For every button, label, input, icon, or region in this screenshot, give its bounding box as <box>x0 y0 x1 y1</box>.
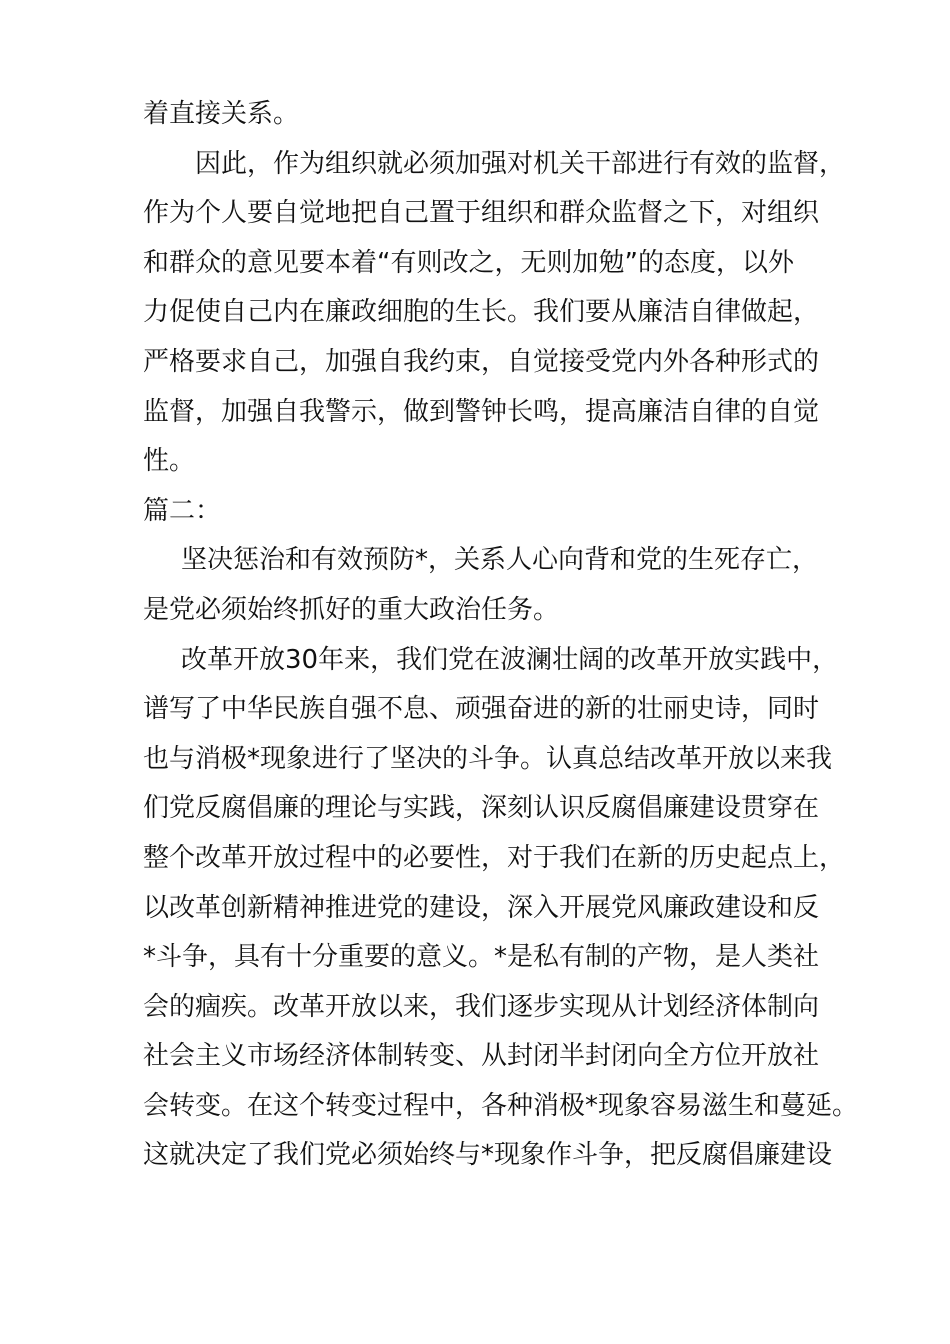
text-line: 也与消极*现象进行了坚决的斗争。认真总结改革开放以来我 <box>143 743 833 774</box>
text-line: 以改革创新精神推进党的建设，深入开展党风廉政建设和反 <box>143 892 820 923</box>
text-line: 是党必须始终抓好的重大政治任务。 <box>143 594 560 625</box>
text-line: *斗争，具有十分重要的意义。*是私有制的产物，是人类社 <box>143 942 820 973</box>
text-line: 谱写了中华民族自强不息、顽强奋进的新的壮丽史诗，同时 <box>143 694 820 725</box>
text-line: 改革开放30年来，我们党在波澜壮阔的改革开放实践中， <box>181 644 839 675</box>
text-line: 力促使自己内在廉政细胞的生长。我们要从廉洁自律做起， <box>143 297 820 328</box>
text-line: 监督，加强自我警示，做到警钟长鸣，提高廉洁自律的自觉 <box>143 396 820 427</box>
text-line: 会转变。在这个转变过程中，各种消极*现象容易滋生和蔓延。 <box>143 1090 859 1121</box>
text-line: 坚决惩治和有效预防*，关系人心向背和党的生死存亡， <box>181 545 819 576</box>
text-line: 和群众的意见要本着“有则改之，无则加勉”的态度，以外 <box>143 247 794 278</box>
body-text <box>143 90 859 1181</box>
text-line: 性。 <box>143 446 196 477</box>
text-line: 这就决定了我们党必须始终与*现象作斗争，把反腐倡廉建设 <box>143 1140 833 1171</box>
text-line: 严格要求自己，加强自我约束，自觉接受党内外各种形式的 <box>143 346 820 377</box>
text-line: 因此，作为组织就必须加强对机关干部进行有效的监督， <box>195 148 846 179</box>
section-heading: 篇二： <box>143 495 222 526</box>
text-line: 整个改革开放过程中的必要性，对于我们在新的历史起点上， <box>143 842 846 873</box>
text-line: 着直接关系。 <box>143 99 300 129</box>
text-line: 社会主义市场经济体制转变、从封闭半封闭向全方位开放社 <box>143 1041 820 1072</box>
text-line: 会的痼疾。改革开放以来，我们逐步实现从计划经济体制向 <box>143 991 820 1022</box>
text-line: 作为个人要自觉地把自己置于组织和群众监督之下，对组织 <box>143 198 820 229</box>
text-line: 们党反腐倡廉的理论与实践，深刻认识反腐倡廉建设贯穿在 <box>143 793 820 824</box>
